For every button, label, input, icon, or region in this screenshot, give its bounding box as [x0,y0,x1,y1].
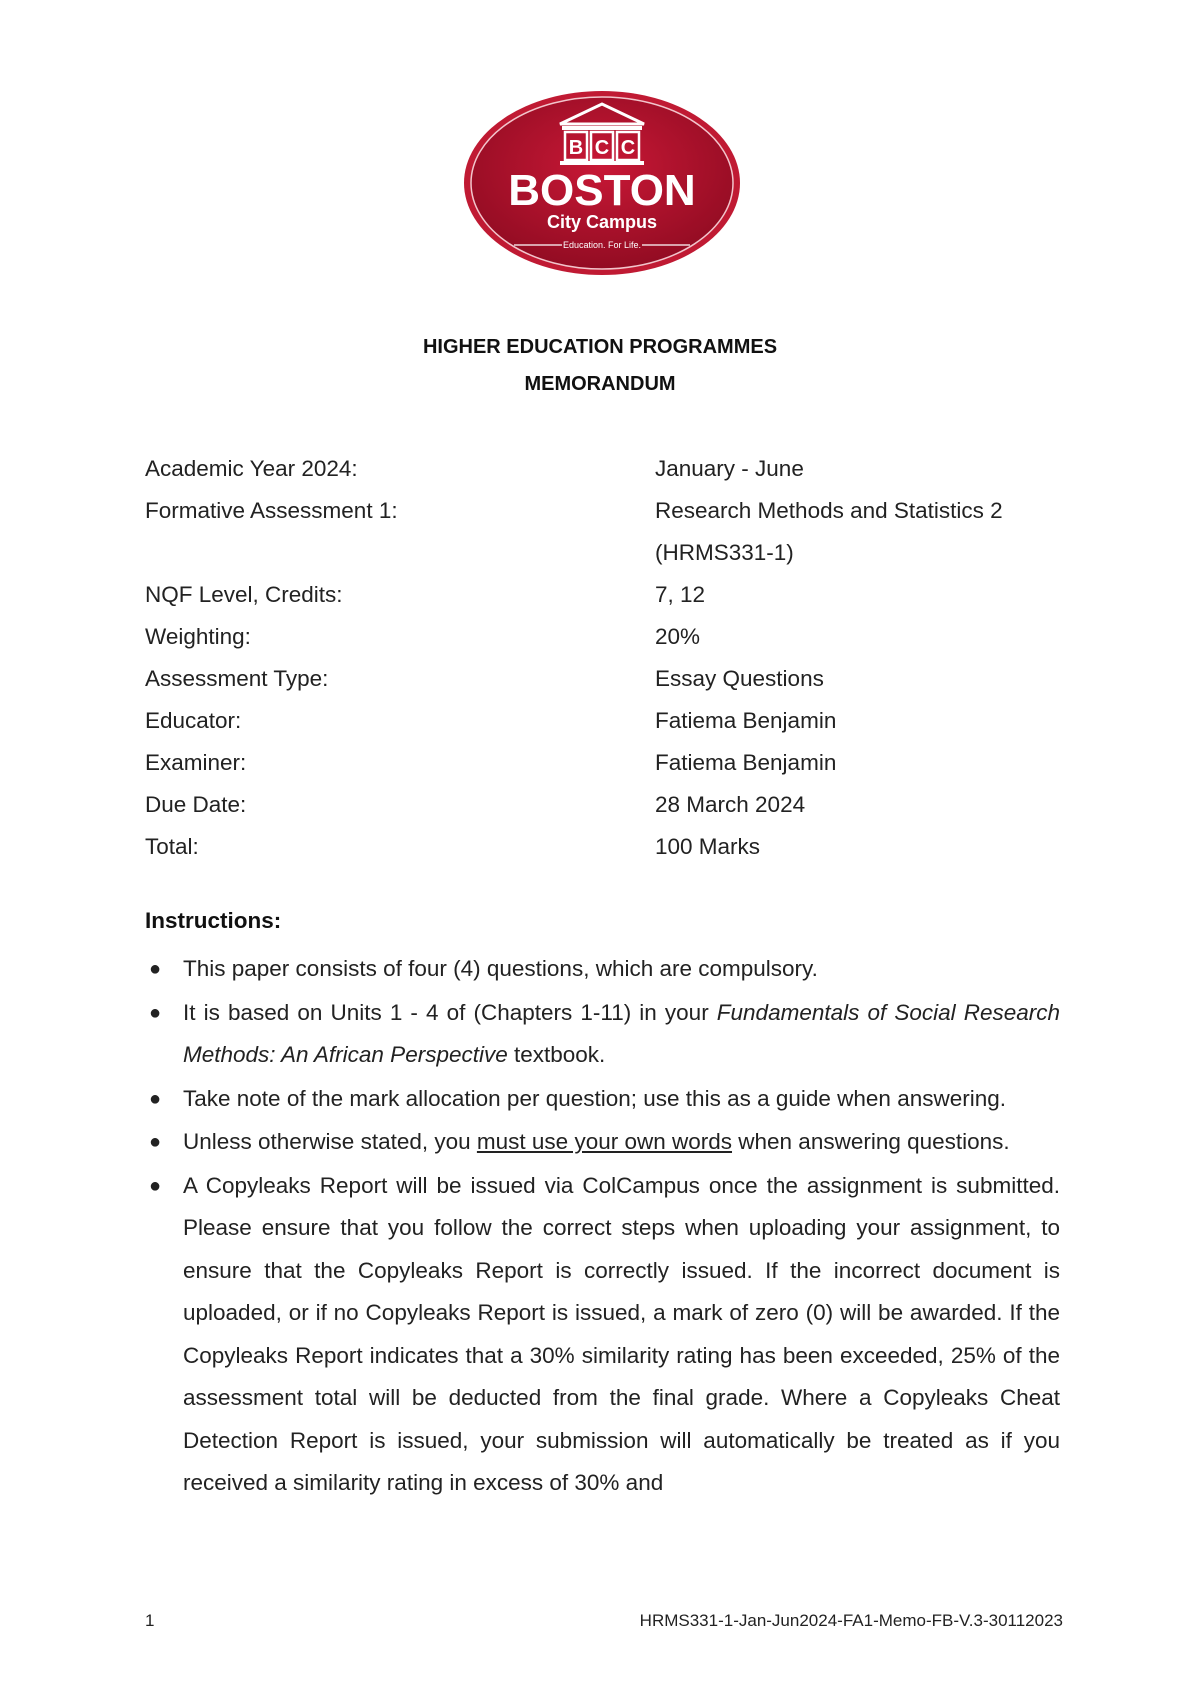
logo-monogram: B [568,137,584,159]
info-row [145,490,1065,532]
instruction-text: textbook. [507,1042,606,1067]
textbook-title: Fundamentals of Social Research Methods: An African Perspective [183,999,1060,1067]
info-row [145,532,1065,574]
logo-subname: City Campus [546,212,658,232]
bullet-icon: ● [149,1131,162,1153]
info-value: 20% [655,624,701,649]
instruction-text: Take note of the mark allocation per question; use this as a guide when answering. [183,1085,1006,1111]
info-label: Examiner: [145,750,247,775]
info-row [145,448,1065,490]
info-value: Fatiema Benjamin [655,750,837,775]
info-row [145,742,1065,784]
info-label: Weighting: [145,624,251,649]
info-value: 7, 12 [655,582,706,607]
bullet-icon: ● [149,1087,162,1110]
info-label: Total: [145,834,199,859]
instruction-text: when answering questions. [732,1129,1010,1154]
info-label: Educator: [145,708,242,733]
instruction-text: This paper consists of four (4) questions, which are compulsory. [183,956,818,981]
bullet-icon: ● [149,1174,162,1197]
instruction-text: Unless otherwise stated, you [183,1129,477,1154]
logo-tagline: Education. For Life. [562,240,642,250]
instructions-title: Instructions: [145,908,282,933]
bullet-icon: ● [149,1001,162,1024]
underlined-emphasis: must use your own words [476,1129,733,1154]
info-value: Essay Questions [655,666,824,691]
list-item [145,1121,1060,1164]
info-row [145,574,1065,616]
logo-name: BOSTON [508,166,696,215]
svg-text:C: C [594,137,610,159]
instruction-text: It is based on Units 1 - 4 of (Chapters 1-11) in your [183,999,717,1025]
instructions-list [145,948,1060,1506]
list-item [145,992,1060,1077]
info-row [145,826,1065,868]
bullet-icon: ● [149,958,162,980]
document-subheading: MEMORANDUM [524,373,676,395]
page-number: 1 [145,1611,155,1630]
info-value: 100 Marks [655,834,761,859]
instruction-text: A Copyleaks Report will be issued via ColCampus once the assignment is submitted. Please ensure that you follow the correct steps when uploading your assignment, to ensure that the Copyleaks Report is correctly issued. If the incorrect document is uploaded, or if no Copyleaks Report is issued, a mark of zero (0) will be awarded. If the Copyleaks Report indicates that a 30% similarity rating has been exceeded, 25% of the assessment total will be deducted from the final grade. Where a Copyleaks Cheat Detection Report is issued, your submission will automatically be treated as if you received a similarity rating in excess of 30% and [183,1172,1060,1495]
list-item [145,948,1060,991]
assessment-info-table [145,448,1065,868]
info-label: Due Date: [145,792,247,817]
info-row [145,616,1065,658]
boston-city-campus-logo [462,88,742,278]
info-label: Formative Assessment 1: [145,498,398,523]
svg-text:C: C [620,137,636,159]
document-code: HRMS331-1-Jan-Jun2024-FA1-Memo-FB-V.3-30112023 [639,1611,1063,1630]
info-value: Research Methods and Statistics 2 [655,498,1003,523]
list-item [145,1165,1060,1505]
info-label [145,532,655,574]
info-row [145,658,1065,700]
info-value: January - June [655,456,804,481]
info-row [145,784,1065,826]
info-value: 28 March 2024 [655,792,806,817]
info-value: Fatiema Benjamin [655,708,837,733]
document-heading: HIGHER EDUCATION PROGRAMMES [422,336,778,358]
info-label: Academic Year 2024: [145,456,358,481]
info-row [145,700,1065,742]
info-label: Assessment Type: [145,666,329,691]
info-label: NQF Level, Credits: [145,582,343,607]
list-item [145,1078,1060,1121]
info-value: (HRMS331-1) [655,540,794,565]
